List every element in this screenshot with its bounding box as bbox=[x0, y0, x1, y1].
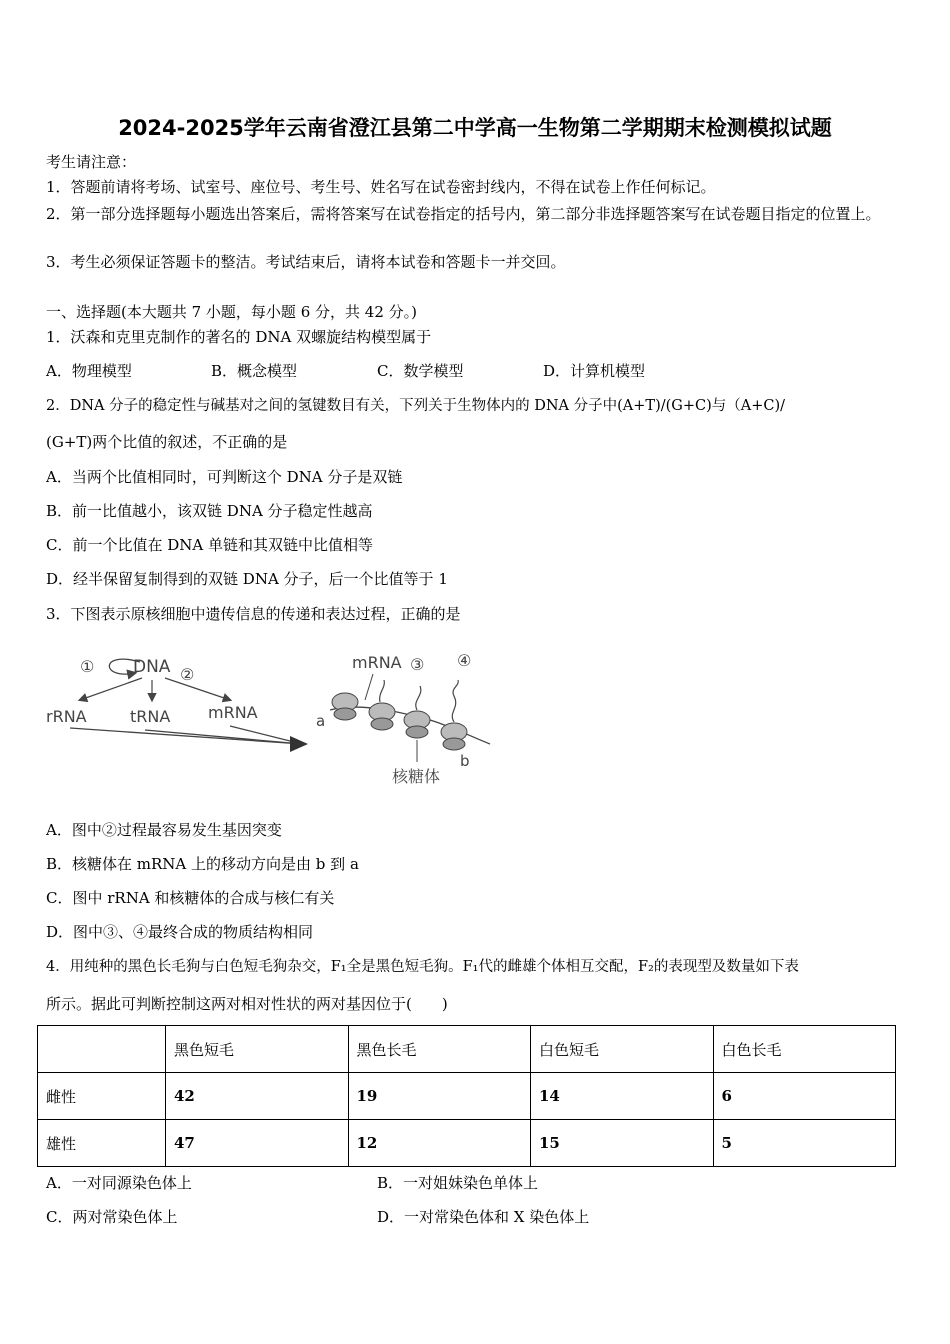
ribosome-2 bbox=[369, 703, 395, 730]
q2-option-d: D．经半保留复制得到的双链 DNA 分子，后一个比值等于 1 bbox=[46, 570, 448, 588]
page-title: 2024-2025学年云南省澄江县第二中学高一生物第二学期期末检测模拟试题 bbox=[118, 116, 832, 140]
phenotype-table bbox=[37, 1025, 896, 1167]
q4-option-b: B．一对姐妹染色单体上 bbox=[377, 1174, 539, 1192]
table-header-cell: 白色短毛 bbox=[531, 1026, 714, 1073]
q4-option-d: D．一对常染色体和 X 染色体上 bbox=[377, 1208, 590, 1226]
notice-heading: 考生请注意： bbox=[46, 153, 137, 171]
label-a: a bbox=[316, 712, 326, 730]
q3-option-c: C．图中 rRNA 和核糖体的合成与核仁有关 bbox=[46, 889, 335, 907]
arrow-to-rrna bbox=[80, 678, 142, 700]
notice-item-2: 2．第一部分选择题每小题选出答案后，需将答案写在试卷指定的括号内，第二部分非选择题答案写在试卷题目指定的位置上。 bbox=[46, 205, 881, 223]
mrna-left-label: mRNA bbox=[208, 703, 258, 722]
table-cell: 19 bbox=[348, 1073, 531, 1120]
table-header-cell: 黑色短毛 bbox=[166, 1026, 349, 1073]
notice-item-1: 1．答题前请将考场、试室号、座位号、考生号、姓名写在试卷密封线内，不得在试卷上作任何标记。 bbox=[46, 178, 716, 196]
q1-option-b: B．概念模型 bbox=[211, 362, 298, 380]
circle-1-label: ① bbox=[80, 657, 95, 676]
circle-2-label: ② bbox=[180, 665, 195, 684]
section-heading: 一、选择题(本大题共 7 小题，每小题 6 分，共 42 分。) bbox=[46, 303, 417, 321]
q1-stem: 1．沃森和克里克制作的著名的 DNA 双螺旋结构模型属于 bbox=[46, 328, 432, 346]
dna-label: DNA bbox=[133, 657, 171, 677]
peptide-chain-2 bbox=[416, 686, 421, 710]
q3-option-d: D．图中③、④最终合成的物质结构相同 bbox=[46, 923, 314, 941]
ribosome-3 bbox=[404, 711, 430, 738]
q2-stem-line2: (G+T)两个比值的叙述，不正确的是 bbox=[46, 433, 288, 451]
q2-option-b: B．前一比值越小，该双链 DNA 分子稳定性越高 bbox=[46, 502, 373, 520]
converge-line-2 bbox=[145, 730, 302, 744]
q4-stem-line1: 4．用纯种的黑色长毛狗与白色短毛狗杂交，F₁全是黑色短毛狗。F₁代的雌雄个体相互交配，F₂的表现型及数量如下表 bbox=[46, 959, 799, 975]
table-cell: 12 bbox=[348, 1120, 531, 1167]
converge-line-1 bbox=[70, 728, 302, 744]
notice-item-3: 3．考生必须保证答题卡的整洁。考试结束后，请将本试卷和答题卡一并交回。 bbox=[46, 253, 566, 271]
q3-option-a: A．图中②过程最容易发生基因突变 bbox=[46, 821, 282, 839]
q3-figure bbox=[40, 640, 500, 800]
q1-option-c: C．数学模型 bbox=[377, 362, 464, 380]
table-cell: 雄性 bbox=[38, 1120, 166, 1167]
rrna-label: rRNA bbox=[46, 707, 87, 726]
table-row bbox=[38, 1073, 896, 1120]
table-cell: 15 bbox=[531, 1120, 714, 1167]
q1-option-d: D．计算机模型 bbox=[543, 362, 646, 380]
q1-option-a: A．物理模型 bbox=[46, 362, 132, 380]
q4-option-a: A．一对同源染色体上 bbox=[46, 1174, 192, 1192]
circle-3-label: ③ bbox=[410, 655, 425, 674]
table-cell: 雌性 bbox=[38, 1073, 166, 1120]
q4-option-c: C．两对常染色体上 bbox=[46, 1208, 178, 1226]
q2-stem-line1: 2．DNA 分子的稳定性与碱基对之间的氢键数目有关，下列关于生物体内的 DNA 分子中(A+T)/(G+C)与（A+C)/ bbox=[46, 398, 786, 414]
q4-stem-line2: 所示。据此可判断控制这两对相对性状的两对基因位于( ) bbox=[46, 995, 448, 1013]
ribosome-4 bbox=[441, 723, 467, 750]
q2-option-a: A．当两个比值相同时，可判断这个 DNA 分子是双链 bbox=[46, 468, 403, 486]
q2-option-c: C．前一个比值在 DNA 单链和其双链中比值相等 bbox=[46, 536, 373, 554]
table-cell: 14 bbox=[531, 1073, 714, 1120]
table-header-cell: 黑色长毛 bbox=[348, 1026, 531, 1073]
circle-4-label: ④ bbox=[457, 651, 472, 670]
label-b: b bbox=[460, 752, 470, 770]
q3-stem: 3．下图表示原核细胞中遗传信息的传递和表达过程，正确的是 bbox=[46, 605, 461, 623]
peptide-chain-3 bbox=[452, 680, 458, 722]
table-cell: 6 bbox=[713, 1073, 896, 1120]
table-cell: 42 bbox=[166, 1073, 349, 1120]
ribosome-label: 核糖体 bbox=[392, 767, 441, 786]
table-row bbox=[38, 1120, 896, 1167]
peptide-chain-1 bbox=[380, 680, 385, 702]
arrow-to-mrna bbox=[165, 678, 230, 700]
table-cell: 5 bbox=[713, 1120, 896, 1167]
table-header-cell: 白色长毛 bbox=[713, 1026, 896, 1073]
table-header-row bbox=[38, 1026, 896, 1073]
table-header-cell bbox=[38, 1026, 166, 1073]
mrna-pointer bbox=[365, 674, 373, 700]
q3-option-b: B．核糖体在 mRNA 上的移动方向是由 b 到 a bbox=[46, 855, 359, 873]
trna-label: tRNA bbox=[130, 707, 171, 726]
big-arrowhead bbox=[290, 736, 308, 752]
table-cell: 47 bbox=[166, 1120, 349, 1167]
mrna-right-label: mRNA bbox=[352, 653, 402, 672]
ribosome-1 bbox=[332, 693, 358, 720]
